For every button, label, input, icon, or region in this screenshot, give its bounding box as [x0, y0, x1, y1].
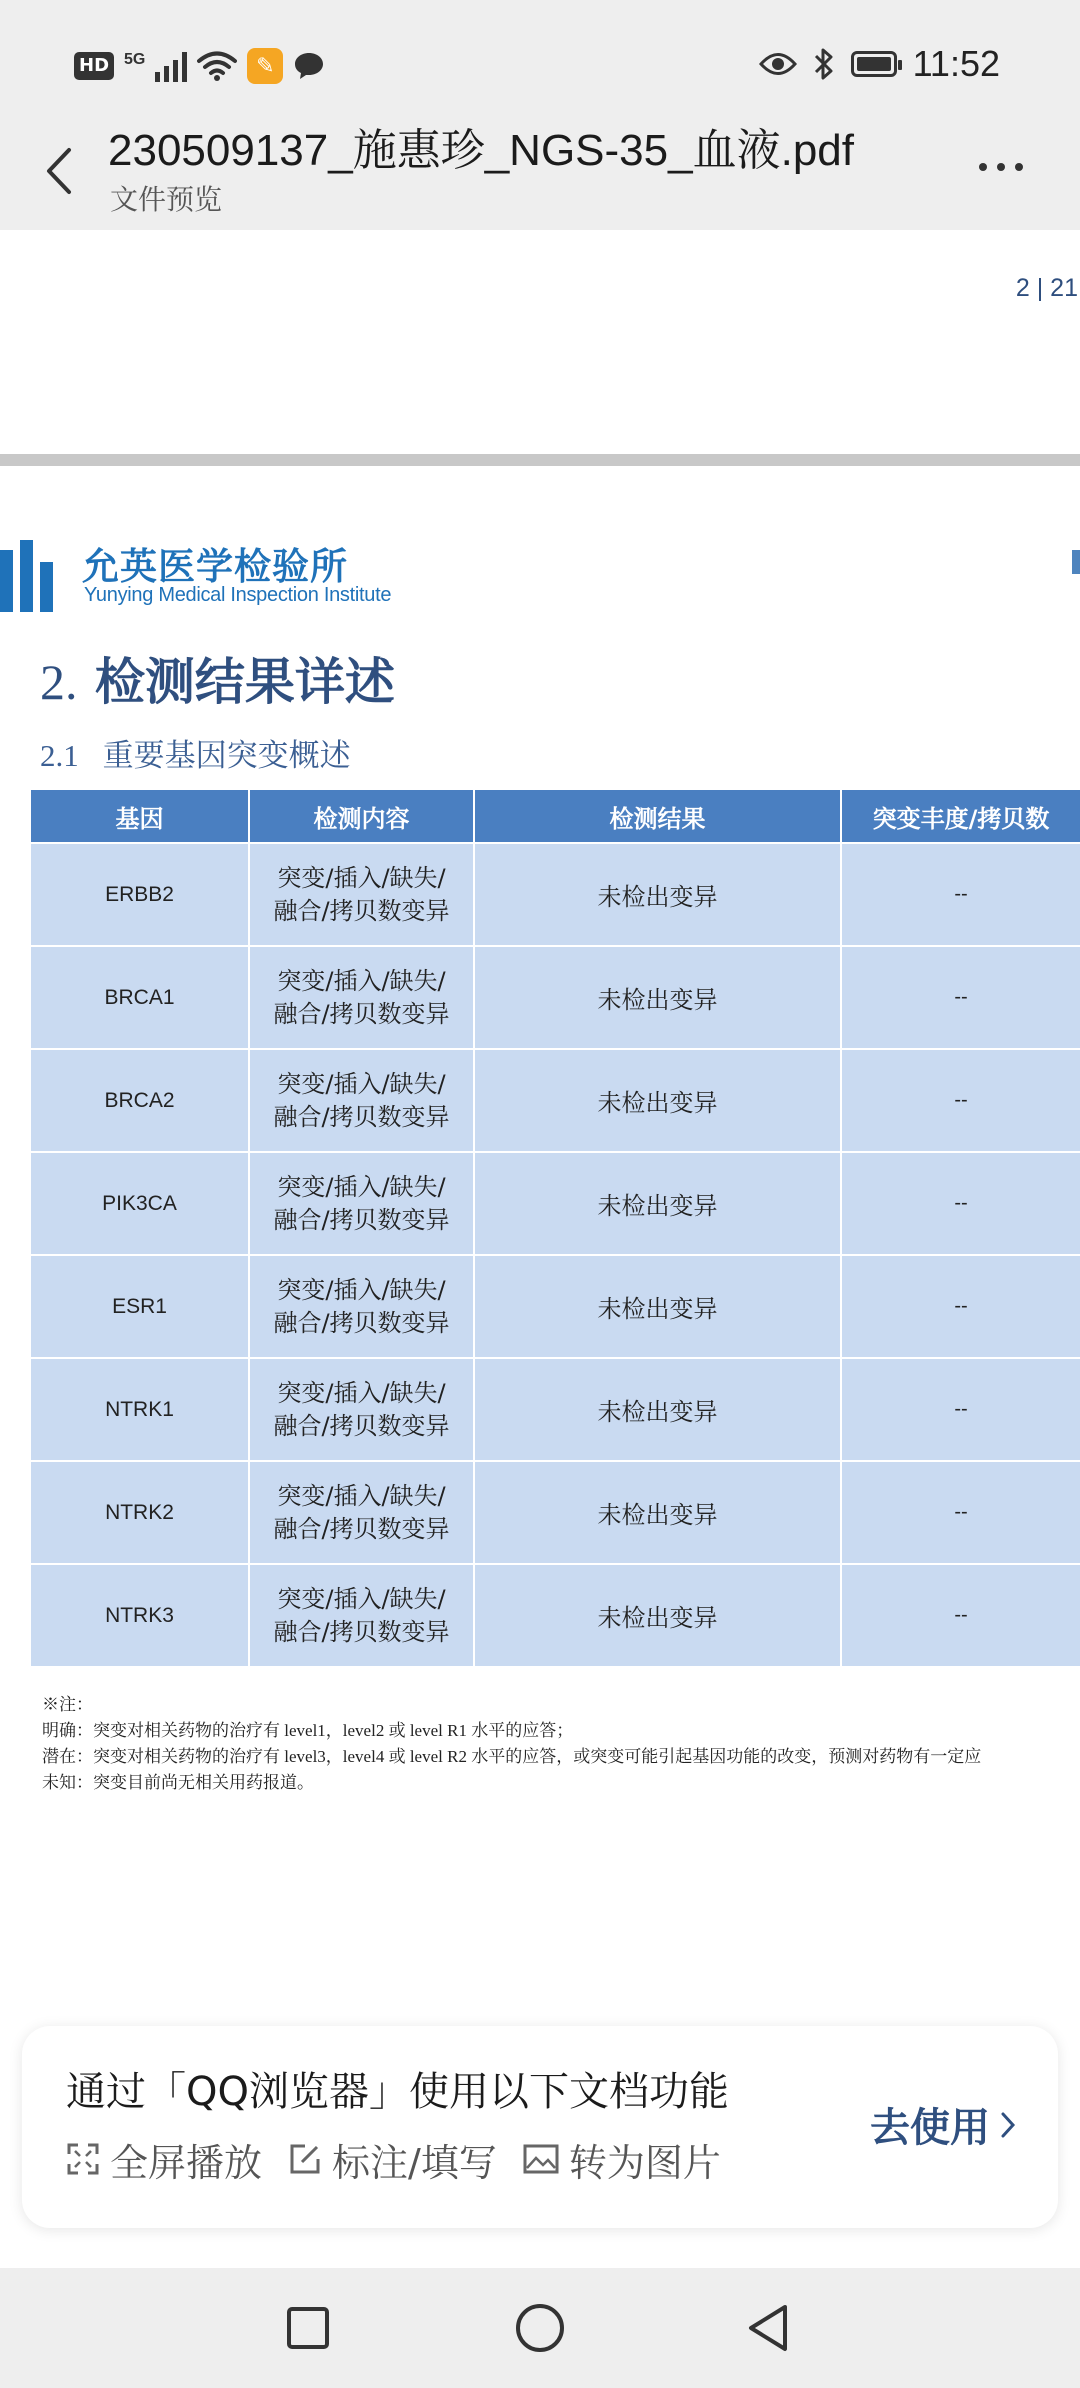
gene-cell: BRCA2 — [30, 1049, 249, 1152]
wifi-icon — [197, 50, 237, 82]
logo-chinese-name: 允英医学检验所 — [82, 545, 348, 588]
section-title: 检测结果详述 — [94, 653, 395, 711]
result-cell: 未检出变异 — [474, 1049, 841, 1152]
edit-icon — [288, 2142, 322, 2176]
gene-cell: ESR1 — [30, 1255, 249, 1358]
frequency-cell: -- — [841, 843, 1080, 946]
page-number: 2 | 21 — [1015, 274, 1078, 302]
status-bar — [0, 0, 1080, 126]
result-cell: 未检出变异 — [474, 1564, 841, 1667]
content-line: 融合/拷贝数变异 — [273, 1514, 450, 1543]
eye-comfort-icon — [759, 51, 797, 77]
note-line: 未知：突变目前尚无相关用药报道。 — [42, 1773, 314, 1792]
page-separator — [0, 454, 1080, 466]
go-use-button[interactable] — [870, 2096, 1016, 2153]
feature-to-image[interactable] — [523, 2132, 721, 2187]
content-line: 突变/插入/缺失/ — [277, 1069, 446, 1098]
back-triangle-icon — [745, 2303, 791, 2353]
content-cell — [249, 1049, 474, 1152]
table-row — [30, 843, 1080, 946]
app-header — [0, 126, 1080, 230]
gene-cell: PIK3CA — [30, 1152, 249, 1255]
chevron-left-icon — [45, 146, 73, 196]
gene-cell: ERBB2 — [30, 843, 249, 946]
status-right — [759, 38, 1000, 90]
table-row — [30, 1255, 1080, 1358]
table-row — [30, 1152, 1080, 1255]
logo-bars-icon — [0, 540, 64, 612]
logo-english-name: Yunying Medical Inspection Institute — [84, 584, 392, 606]
pdf-page-1[interactable] — [0, 230, 1080, 454]
signal-icon — [155, 50, 187, 82]
content-cell — [249, 1358, 474, 1461]
result-cell: 未检出变异 — [474, 1461, 841, 1564]
chevron-right-icon — [1000, 2111, 1016, 2139]
promo-features — [66, 2134, 721, 2184]
frequency-cell: -- — [841, 946, 1080, 1049]
system-nav-bar — [0, 2268, 1080, 2388]
gene-result-table — [29, 788, 1080, 1668]
content-line: 突变/插入/缺失/ — [277, 863, 446, 892]
result-cell: 未检出变异 — [474, 1152, 841, 1255]
feature-label: 全屏播放 — [110, 2140, 263, 2185]
status-left — [74, 46, 325, 86]
promo-title: 通过「QQ浏览器」使用以下文档功能 — [66, 2069, 729, 2115]
frequency-cell: -- — [841, 1049, 1080, 1152]
table-header-row — [30, 789, 1080, 843]
section-heading — [40, 642, 395, 714]
content-line: 突变/插入/缺失/ — [277, 1584, 446, 1613]
subsection-title: 重要基因突变概述 — [102, 738, 351, 774]
content-cell — [249, 843, 474, 946]
more-dot — [997, 163, 1005, 171]
content-cell — [249, 1564, 474, 1667]
note-heading: ※注： — [42, 1695, 93, 1714]
frequency-cell: -- — [841, 1255, 1080, 1358]
content-line: 融合/拷贝数变异 — [273, 896, 450, 925]
more-dot — [979, 163, 987, 171]
file-subtitle: 文件预览 — [110, 183, 223, 216]
content-line: 突变/插入/缺失/ — [277, 1172, 446, 1201]
file-title: 230509137_施惠珍_NGS-35_血液.pdf — [108, 126, 854, 175]
feature-annotate[interactable] — [288, 2132, 497, 2187]
content-line: 融合/拷贝数变异 — [273, 1102, 450, 1131]
frequency-cell: -- — [841, 1358, 1080, 1461]
hd-badge: HD — [74, 52, 114, 80]
feature-fullscreen[interactable] — [66, 2132, 262, 2187]
gene-cell: NTRK1 — [30, 1358, 249, 1461]
result-cell: 未检出变异 — [474, 843, 841, 946]
chat-bubble-icon — [293, 51, 325, 81]
subsection-heading — [40, 730, 351, 775]
header-result: 检测结果 — [474, 789, 841, 843]
header-gene: 基因 — [30, 789, 249, 843]
network-type: 5G — [124, 51, 146, 68]
content-line: 融合/拷贝数变异 — [273, 999, 450, 1028]
back-button[interactable] — [34, 136, 84, 206]
more-dot — [1015, 163, 1023, 171]
table-notes — [42, 1692, 1080, 1796]
content-line: 突变/插入/缺失/ — [277, 1275, 446, 1304]
content-line: 突变/插入/缺失/ — [277, 966, 446, 995]
frequency-cell: -- — [841, 1564, 1080, 1667]
content-line: 融合/拷贝数变异 — [273, 1617, 450, 1646]
content-line: 突变/插入/缺失/ — [277, 1378, 446, 1407]
battery-icon — [851, 51, 897, 77]
app-notification-icon: ✎ — [247, 48, 283, 84]
content-line: 融合/拷贝数变异 — [273, 1205, 450, 1234]
back-nav-button[interactable] — [736, 2296, 800, 2360]
gene-cell: NTRK2 — [30, 1461, 249, 1564]
result-cell: 未检出变异 — [474, 946, 841, 1049]
home-circle-icon — [514, 2302, 566, 2354]
content-cell — [249, 1255, 474, 1358]
table-row — [30, 1358, 1080, 1461]
clock: 11:52 — [912, 43, 1000, 84]
content-line: 融合/拷贝数变异 — [273, 1411, 450, 1440]
header-content: 检测内容 — [249, 789, 474, 843]
note-line: 潜在：突变对相关药物的治疗有 level3，level4 或 level R2 水平的应答，或突变可能引起基因功能的改变，预测对药物有一定应 — [42, 1747, 982, 1766]
content-cell — [249, 1461, 474, 1564]
subsection-number: 2.1 — [40, 738, 79, 773]
frequency-cell: -- — [841, 1461, 1080, 1564]
table-row — [30, 1461, 1080, 1564]
image-icon — [523, 2144, 559, 2174]
qq-browser-promo-card[interactable] — [22, 2026, 1058, 2228]
content-cell — [249, 1152, 474, 1255]
gene-cell: BRCA1 — [30, 946, 249, 1049]
content-cell — [249, 946, 474, 1049]
content-line: 突变/插入/缺失/ — [277, 1481, 446, 1510]
header-frequency: 突变丰度/拷贝数 — [841, 789, 1080, 843]
result-cell: 未检出变异 — [474, 1255, 841, 1358]
result-cell: 未检出变异 — [474, 1358, 841, 1461]
go-use-label: 去使用 — [870, 2105, 990, 2151]
fullscreen-icon — [66, 2142, 100, 2176]
note-line: 明确：突变对相关药物的治疗有 level1，level2 或 level R1 水平的应答； — [42, 1721, 574, 1740]
feature-label: 标注/填写 — [332, 2140, 497, 2185]
table-row — [30, 1049, 1080, 1152]
table-row — [30, 1564, 1080, 1667]
frequency-cell: -- — [841, 1152, 1080, 1255]
home-button[interactable] — [508, 2296, 572, 2360]
section-number: 2. — [40, 654, 78, 710]
gene-cell: NTRK3 — [30, 1564, 249, 1667]
more-options-button[interactable] — [964, 142, 1038, 192]
recents-square-icon — [286, 2306, 330, 2350]
recents-button[interactable] — [276, 2296, 340, 2360]
feature-label: 转为图片 — [568, 2140, 721, 2185]
bluetooth-icon — [813, 47, 835, 81]
header-mark — [1072, 550, 1080, 574]
content-line: 融合/拷贝数变异 — [273, 1308, 450, 1337]
table-row — [30, 946, 1080, 1049]
